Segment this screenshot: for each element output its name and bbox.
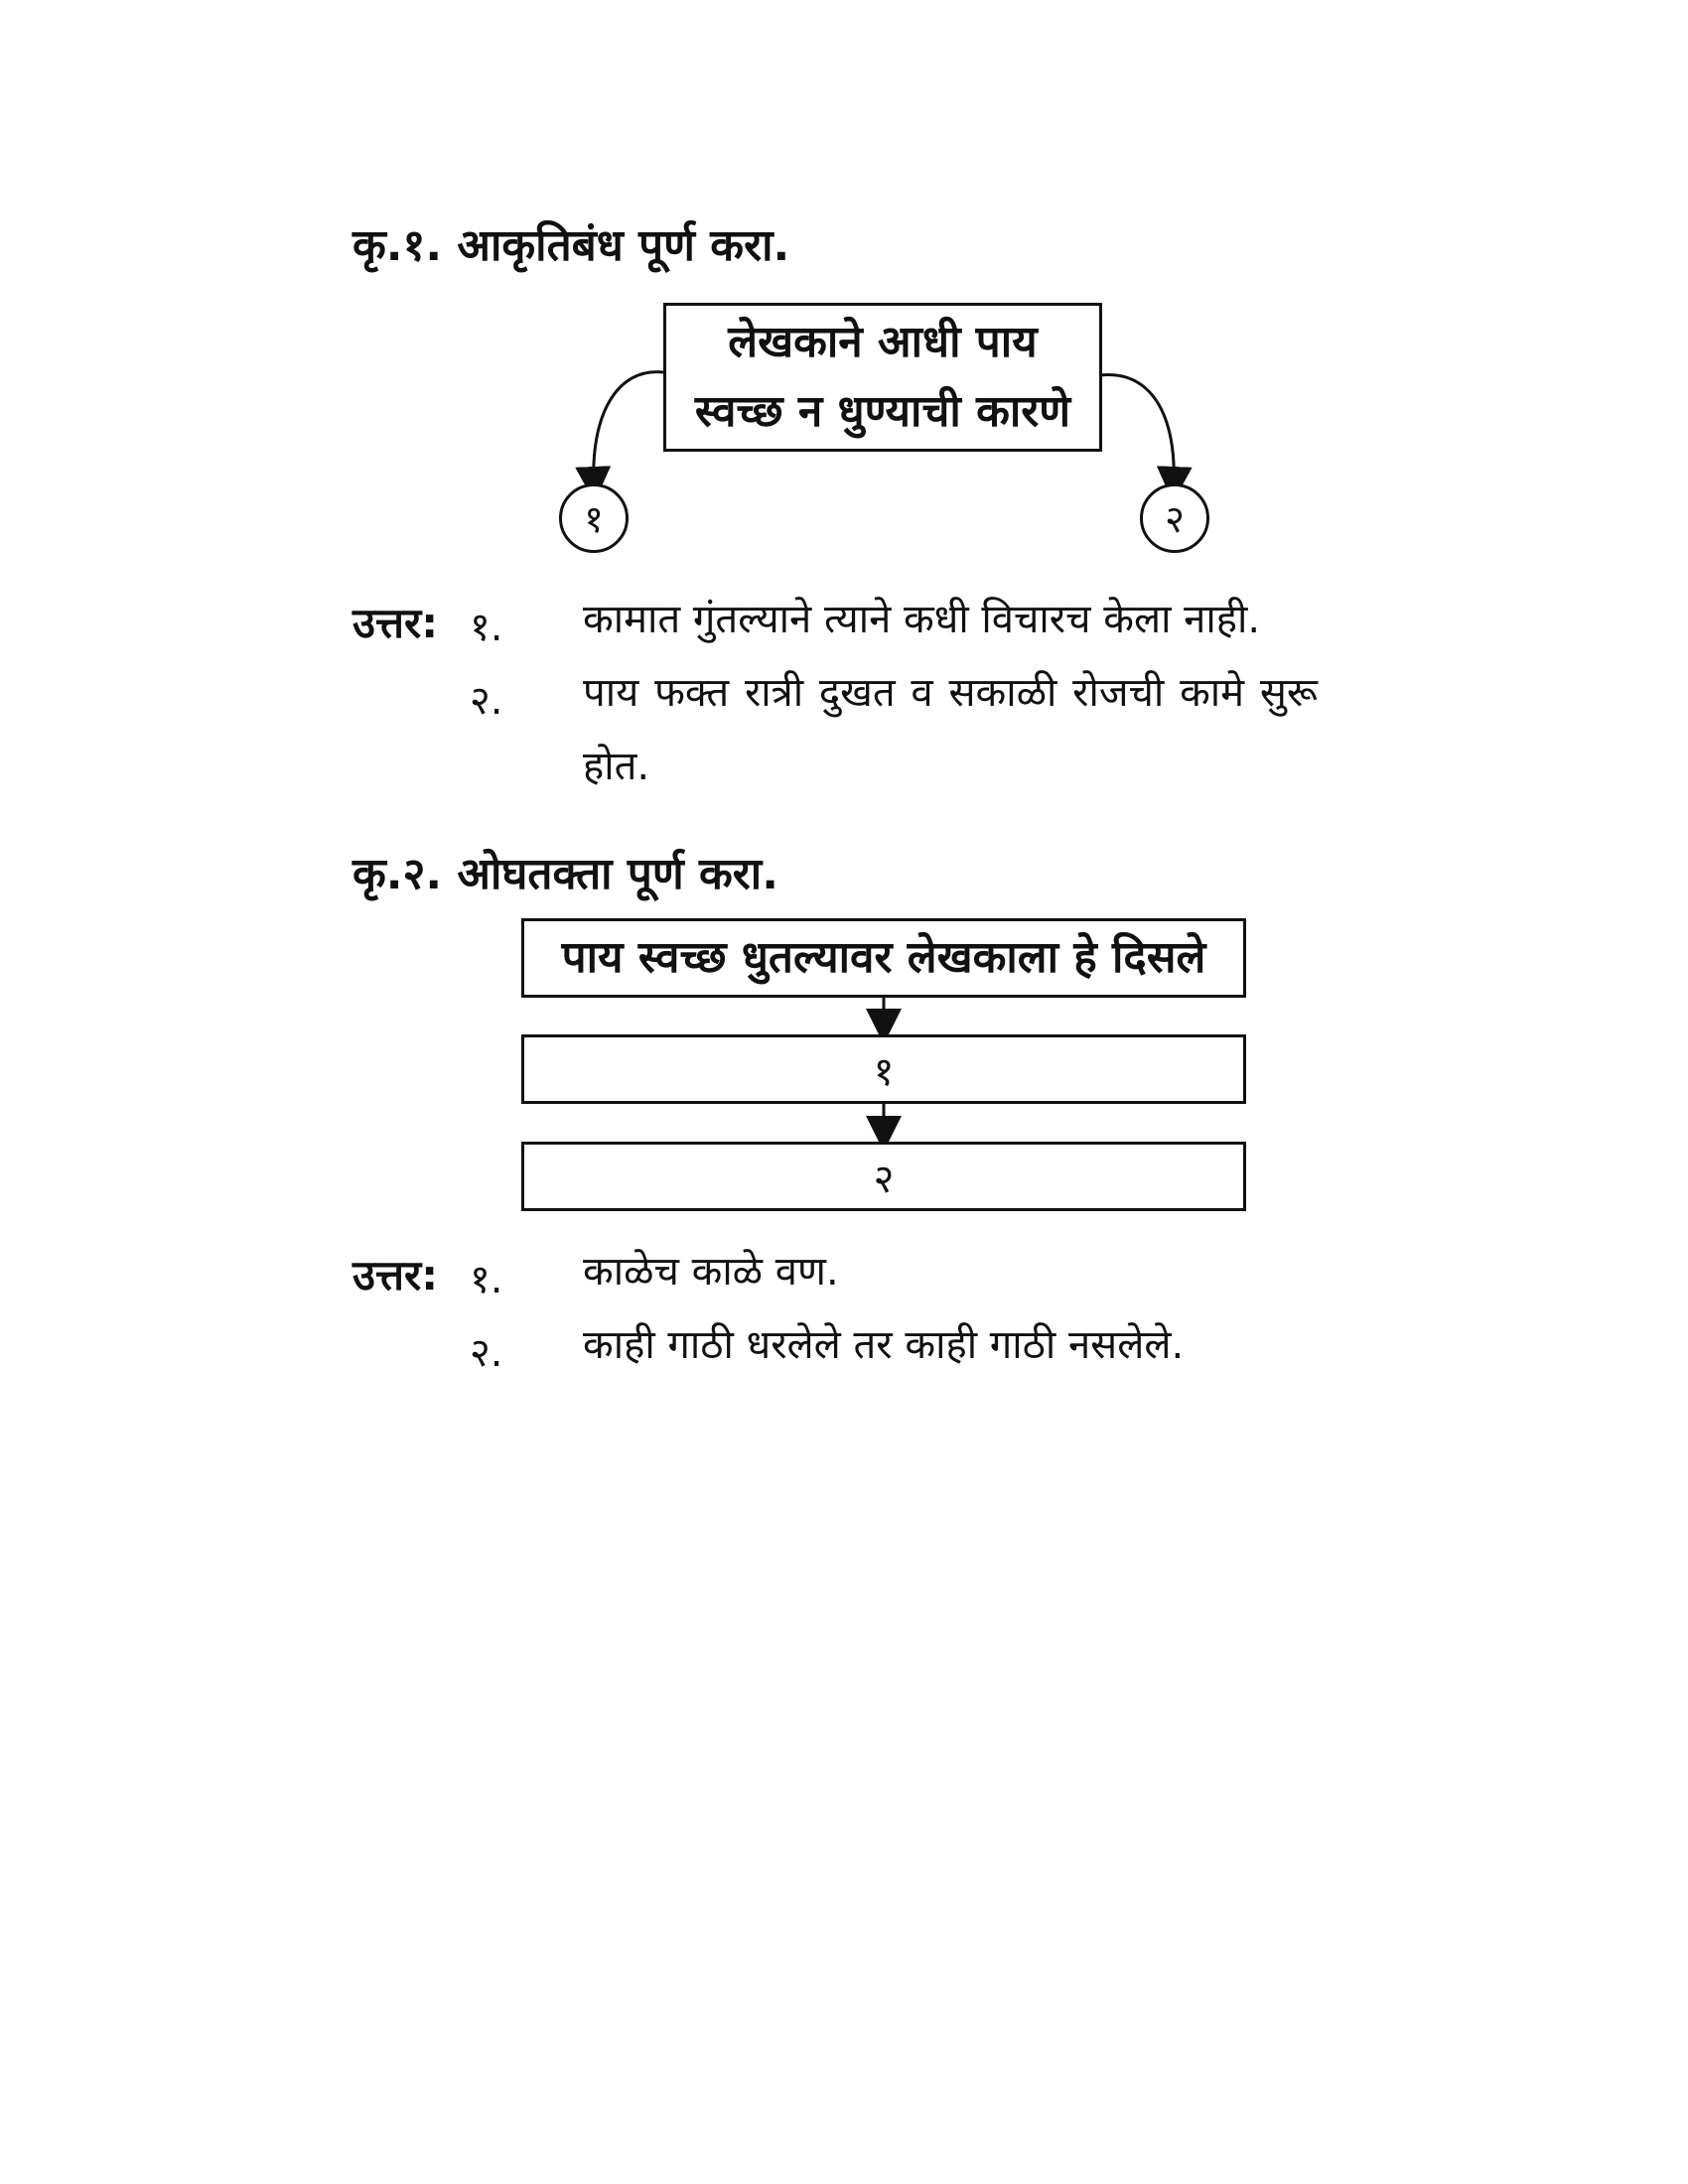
q1-circle-1 xyxy=(559,483,629,553)
q1-circle-2-label: २ xyxy=(1165,497,1185,541)
q1-answer-1-text: कामात गुंतल्याने त्याने कधी विचारच केला नाही. xyxy=(583,597,1261,642)
q1-answer-2-text: पाय फक्त रात्री दुखत व सकाळी रोजची कामे सुरू होत. xyxy=(583,670,1318,789)
q2-box-1-label: १ xyxy=(873,1048,895,1095)
q1-center-box-line2: स्वच्छ न धुण्याची कारणे xyxy=(694,386,1071,437)
q2-answer-2-num: २. xyxy=(470,1330,503,1376)
q2-heading: कृ.२. ओघतक्ता पूर्ण करा. xyxy=(352,849,778,899)
q2-top-box xyxy=(521,918,1246,998)
q1-circle-2 xyxy=(1140,483,1209,553)
q1-circle-1-label: १ xyxy=(584,497,604,541)
q2-top-box-label: पाय स्वच्छ धुतल्यावर लेखकाला हे दिसले xyxy=(561,932,1206,983)
q2-answer-1-text: काळेच काळे वण. xyxy=(583,1249,839,1295)
arrow-left-curve xyxy=(594,372,663,484)
q1-heading: कृ.१. आकृतिबंध पूर्ण करा. xyxy=(352,220,790,271)
q2-box-1 xyxy=(521,1034,1246,1104)
q1-answer-label: उत्तर: xyxy=(352,599,439,647)
q1-answer-2-num: २. xyxy=(470,678,503,724)
q2-answer-label: उत्तर: xyxy=(352,1251,439,1299)
q2-answer-1-num: १. xyxy=(470,1257,503,1302)
q2-box-2-label: २ xyxy=(873,1156,895,1202)
arrow-right-curve xyxy=(1100,374,1174,484)
q1-answer-1-num: १. xyxy=(470,605,503,650)
q1-center-box xyxy=(663,303,1102,452)
q2-answer-2-text: काही गाठी धरलेले तर काही गाठी नसलेले. xyxy=(583,1322,1185,1368)
q2-box-2 xyxy=(521,1142,1246,1211)
q1-center-box-line1: लेखकाने आधी पाय xyxy=(728,317,1038,367)
